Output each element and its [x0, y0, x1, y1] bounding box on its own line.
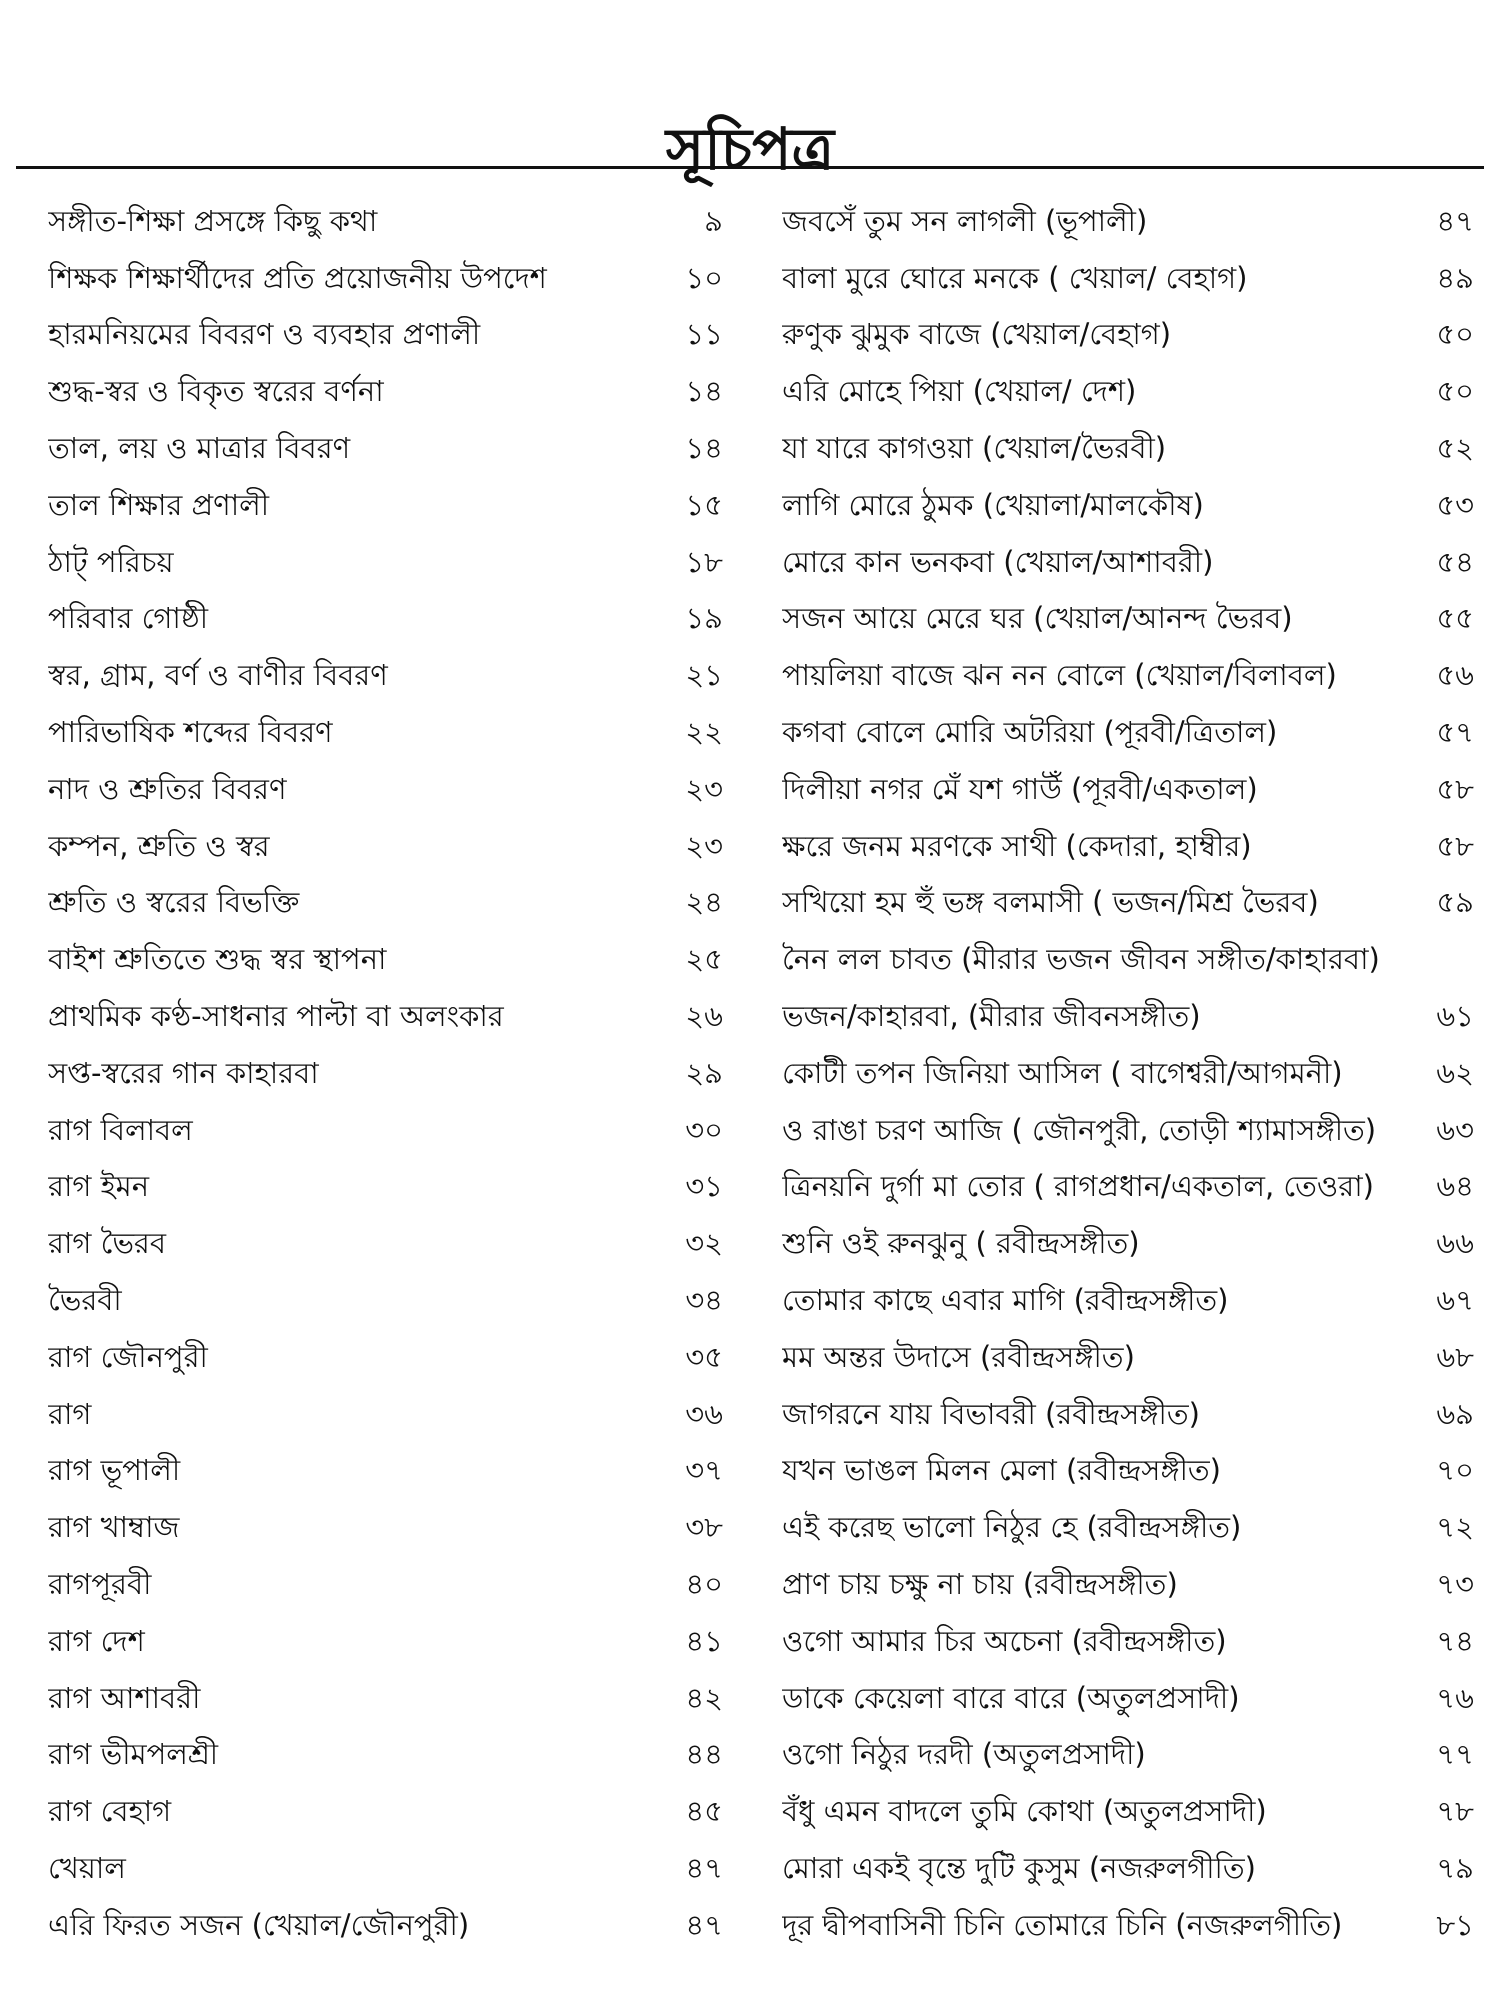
toc-entry-title: রুণুক ঝুমুক বাজে (খেয়াল/বেহাগ): [782, 317, 1172, 352]
toc-entry-title: যা যারে কাগওয়া (খেয়াল/ভৈরবী): [782, 431, 1167, 466]
toc-entry: [48, 933, 723, 990]
toc-entry: [48, 1217, 723, 1274]
toc-entry-page-number: ৩১: [685, 1169, 723, 1204]
toc-entry-title: লাগি মোরে ঠুমক (খেয়ালা/মালকৌষ): [782, 487, 1204, 522]
toc-entry-page-number: ৪৪: [685, 1737, 723, 1772]
toc-entry: [48, 1161, 723, 1218]
toc-entry-title: রাগ বিলাবল: [48, 1112, 193, 1147]
toc-entry-page-number: ৫৬: [1436, 658, 1474, 693]
toc-entry-page-number: ৬৬: [1436, 1226, 1474, 1261]
toc-entry-title: তোমার কাছে এবার মাগি (রবীন্দ্রসঙ্গীত): [782, 1283, 1229, 1318]
toc-entry: [48, 1785, 723, 1842]
toc-entry-page-number: ৬৭: [1436, 1283, 1474, 1318]
toc-entry-page-number: ২৬: [685, 999, 723, 1034]
toc-entry-title: সঙ্গীত-শিক্ষা প্রসঙ্গে কিছু কথা: [48, 203, 378, 238]
toc-entry-page-number: ৭৯: [1436, 1851, 1474, 1885]
toc-entry: [782, 763, 1474, 820]
toc-entry: [48, 1729, 723, 1786]
toc-entry: [782, 820, 1474, 877]
toc-entry: [782, 1331, 1474, 1388]
toc-entry-page-number: ৭৩: [1436, 1567, 1474, 1602]
toc-entry: [782, 877, 1474, 934]
toc-entry-title: রাগ আশাবরী: [48, 1680, 201, 1715]
toc-entry-title: প্রাণ চায় চক্ষু না চায় (রবীন্দ্রসঙ্গীত): [782, 1567, 1178, 1602]
toc-entry-title: বালা মুরে ঘোরে মনকে ( খেয়াল/ বেহাগ): [782, 260, 1248, 295]
toc-entry-title: রাগ ইমন: [48, 1169, 150, 1204]
toc-entry: [48, 1672, 723, 1729]
toc-entry-title: শুদ্ধ-স্বর ও বিকৃত স্বরের বর্ণনা: [48, 374, 384, 409]
toc-entry-page-number: ২১: [685, 658, 723, 693]
toc-entry-page-number: ৯: [704, 203, 723, 238]
toc-entry-title: মম অন্তর উদাসে (রবীন্দ্রসঙ্গীত): [782, 1339, 1135, 1374]
toc-entry-title: সপ্ত-স্বরের গান কাহারবা: [48, 1055, 319, 1090]
toc-entry-title: মোরা একই বৃন্তে দুটি কুসুম (নজরুলগীতি): [782, 1851, 1256, 1885]
toc-entry: [782, 1615, 1474, 1672]
toc-entry-title: ওগো নিঠুর দরদী (অতুলপ্রসাদী): [782, 1737, 1146, 1772]
toc-entry-page-number: ৮১: [1436, 1907, 1474, 1942]
toc-entry: [48, 877, 723, 934]
toc-entry: [782, 990, 1474, 1047]
toc-entry-page-number: ৭২: [1436, 1510, 1474, 1545]
toc-entry: [782, 1899, 1474, 1956]
toc-entry: [48, 1104, 723, 1161]
toc-entry: [48, 1501, 723, 1558]
toc-entry: [48, 706, 723, 763]
toc-entry-title: নৈন লল চাবত (মীরার ভজন জীবন সঙ্গীত/কাহারবা): [782, 942, 1380, 977]
toc-entry-title: দূর দ্বীপবাসিনী চিনি তোমারে চিনি (নজরুলগীতি): [782, 1907, 1343, 1942]
toc-entry: [782, 1388, 1474, 1445]
toc-entry-page-number: ১১: [685, 317, 723, 352]
toc-entry-page-number: ৪০: [685, 1567, 723, 1602]
toc-entry-page-number: ২৯: [685, 1055, 723, 1090]
toc-entry-title: এই করেছ ভালো নিঠুর হে (রবীন্দ্রসঙ্গীত): [782, 1510, 1242, 1545]
toc-entry-title: কম্পন, শ্রুতি ও স্বর: [48, 828, 270, 863]
toc-entry-title: সখিয়ো হম হুঁ ভঙ্গ বলমাসী ( ভজন/মিশ্র ভৈরব): [782, 885, 1319, 920]
toc-entry: [782, 422, 1474, 479]
toc-entry-title: মোরে কান ভনকবা (খেয়াল/আশাবরী): [782, 544, 1214, 579]
toc-entry: [782, 1217, 1474, 1274]
toc-entry: [48, 649, 723, 706]
toc-entry-page-number: ৪৫: [685, 1794, 723, 1829]
toc-entry: [782, 933, 1474, 990]
toc-entry-page-number: ৪৯: [1436, 260, 1474, 295]
toc-entry-title: রাগ খাম্বাজ: [48, 1510, 180, 1545]
toc-entry-title: নাদ ও শ্রুতির বিবরণ: [48, 771, 287, 806]
toc-entry-title: খেয়াল: [48, 1851, 126, 1885]
toc-entry: [782, 365, 1474, 422]
toc-entry-title: কগবা বোলে মোরি অটরিয়া (পূরবী/ত্রিতাল): [782, 715, 1278, 750]
toc-entry-page-number: ১০: [685, 260, 723, 295]
toc-entry-title: হারমনিয়মের বিবরণ ও ব্যবহার প্রণালী: [48, 317, 481, 352]
toc-left-column: [48, 195, 723, 1956]
toc-entry: [48, 252, 723, 309]
toc-entry-title: রাগ ভীমপলশ্রী: [48, 1737, 219, 1772]
toc-entry-title: বঁধু এমন বাদলে তুমি কোথা (অতুলপ্রসাদী): [782, 1794, 1267, 1829]
toc-entry-page-number: ৩৬: [685, 1396, 723, 1431]
toc-entry-page-number: ৫৮: [1436, 828, 1474, 863]
toc-entry: [48, 365, 723, 422]
toc-entry: [48, 479, 723, 536]
toc-entry: [48, 1842, 723, 1899]
toc-entry: [782, 706, 1474, 763]
toc-entry-title: রাগ: [48, 1396, 92, 1431]
toc-entry-title: রাগ ভূপালী: [48, 1453, 181, 1488]
toc-entry-page-number: ৪৭: [685, 1907, 723, 1942]
toc-entry-page-number: ১৪: [685, 374, 723, 409]
toc-entry: [782, 1104, 1474, 1161]
toc-entry-page-number: ৫৯: [1436, 885, 1474, 920]
toc-entry: [48, 990, 723, 1047]
toc-entry-page-number: ৪১: [685, 1623, 723, 1658]
toc-entry: [48, 593, 723, 650]
toc-entry-title: এরি ফিরত সজন (খেয়াল/জৌনপুরী): [48, 1907, 470, 1942]
toc-entry: [48, 1445, 723, 1502]
toc-entry: [782, 309, 1474, 366]
toc-entry: [782, 1785, 1474, 1842]
toc-entry: [782, 252, 1474, 309]
toc-entry-page-number: ৭৪: [1436, 1623, 1474, 1658]
toc-entry-page-number: ১৫: [685, 487, 723, 522]
toc-entry-page-number: ১৪: [685, 431, 723, 466]
toc-entry-title: বাইশ শ্রুতিতে শুদ্ধ স্বর স্থাপনা: [48, 942, 387, 977]
toc-entry: [782, 1842, 1474, 1899]
toc-entry: [782, 536, 1474, 593]
toc-entry-title: সজন আয়ে মেরে ঘর (খেয়াল/আনন্দ ভৈরব): [782, 601, 1293, 636]
toc-entry-title: ঠাট্ পরিচয়: [48, 544, 174, 579]
toc-entry: [782, 1558, 1474, 1615]
toc-entry-page-number: ৫৪: [1436, 544, 1474, 579]
toc-entry-page-number: ৫০: [1436, 317, 1474, 352]
toc-entry-page-number: ৩৫: [685, 1339, 723, 1374]
toc-entry: [782, 479, 1474, 536]
toc-entry-title: পরিবার গোষ্ঠী: [48, 601, 209, 636]
toc-entry-page-number: ৬১: [1436, 999, 1474, 1034]
toc-entry: [48, 1615, 723, 1672]
toc-entry-page-number: ৩০: [685, 1112, 723, 1147]
toc-entry-title: এরি মোহে পিয়া (খেয়াল/ দেশ): [782, 374, 1137, 409]
toc-entry: [48, 309, 723, 366]
toc-entry-page-number: ৬২: [1436, 1055, 1474, 1090]
toc-entry-page-number: ৫৩: [1436, 487, 1474, 522]
toc-entry-page-number: ৫৫: [1436, 601, 1474, 636]
toc-entry-page-number: ৫৮: [1436, 771, 1474, 806]
toc-entry-page-number: ৩৮: [685, 1510, 723, 1545]
toc-entry-title: রাগ ভৈরব: [48, 1226, 167, 1261]
toc-entry-title: স্বর, গ্রাম, বর্ণ ও বাণীর বিবরণ: [48, 658, 388, 693]
page-title: সূচিপত্র: [665, 114, 835, 183]
toc-entry-title: শুনি ওই রুনঝুনু ( রবীন্দ্রসঙ্গীত): [782, 1226, 1140, 1261]
toc-entry-title: পায়লিয়া বাজে ঝন নন বোলে (খেয়াল/বিলাবল): [782, 658, 1337, 693]
toc-entry-page-number: ৩৭: [685, 1453, 723, 1488]
toc-entry-title: রাগপূরবী: [48, 1567, 152, 1602]
toc-entry-page-number: ৬৪: [1436, 1169, 1474, 1204]
toc-entry-title: ও রাঙা চরণ আজি ( জৌনপুরী, তোড়ী শ্যামাসঙ্গীত): [782, 1112, 1377, 1147]
toc-entry-page-number: ৭৬: [1436, 1680, 1474, 1715]
toc-entry-title: শিক্ষক শিক্ষার্থীদের প্রতি প্রয়োজনীয় উপদেশ: [48, 260, 547, 295]
toc-entry: [48, 195, 723, 252]
toc-entry-title: রাগ দেশ: [48, 1623, 145, 1658]
toc-entry: [782, 1274, 1474, 1331]
toc-entry-title: তাল, লয় ও মাত্রার বিবরণ: [48, 431, 351, 466]
toc-entry-page-number: ২২: [685, 715, 723, 750]
toc-entry-page-number: ৬৮: [1436, 1339, 1474, 1374]
toc-entry-page-number: ৬৯: [1436, 1396, 1474, 1431]
toc-entry-title: ভজন/কাহারবা, (মীরার জীবনসঙ্গীত): [782, 999, 1201, 1034]
toc-entry: [48, 820, 723, 877]
toc-entry-title: রাগ বেহাগ: [48, 1794, 172, 1829]
toc-entry-page-number: ২৩: [685, 828, 723, 863]
toc-entry: [782, 1501, 1474, 1558]
toc-right-column: [782, 195, 1474, 1956]
toc-entry-page-number: ৪৭: [1436, 203, 1474, 238]
toc-entry-page-number: ২৫: [685, 942, 723, 977]
toc-entry-page-number: ৫২: [1436, 431, 1474, 466]
toc-entry: [782, 1047, 1474, 1104]
toc-entry-page-number: ৩৪: [685, 1283, 723, 1318]
toc-entry: [48, 763, 723, 820]
toc-entry: [782, 1672, 1474, 1729]
toc-entry-title: জাগরনে যায় বিভাবরী (রবীন্দ্রসঙ্গীত): [782, 1396, 1200, 1431]
toc-entry-page-number: ৪২: [685, 1680, 723, 1715]
toc-entry: [782, 195, 1474, 252]
toc-entry-title: পারিভাষিক শব্দের বিবরণ: [48, 715, 333, 750]
toc-entry-title: ওগো আমার চির অচেনা (রবীন্দ্রসঙ্গীত): [782, 1623, 1227, 1658]
toc-entry-page-number: ২৪: [685, 885, 723, 920]
toc-entry: [48, 1558, 723, 1615]
toc-entry: [48, 1331, 723, 1388]
toc-entry-page-number: ৫৭: [1436, 715, 1474, 750]
toc-entry-title: রাগ জৌনপুরী: [48, 1339, 208, 1374]
toc-entry: [48, 1388, 723, 1445]
toc-entry-page-number: ৬৩: [1436, 1112, 1474, 1147]
toc-entry-title: ত্রিনয়নি দুর্গা মা তোর ( রাগপ্রধান/একতাল, তেওরা): [782, 1169, 1374, 1204]
toc-entry: [782, 593, 1474, 650]
toc-entry: [48, 536, 723, 593]
toc-entry: [782, 1161, 1474, 1218]
toc-entry: [48, 1047, 723, 1104]
toc-entry-page-number: ৪৭: [685, 1851, 723, 1885]
toc-entry: [48, 422, 723, 479]
toc-entry: [782, 1729, 1474, 1786]
toc-entry-title: ক্ষরে জনম মরণকে সাথী (কেদারা, হাম্বীর): [782, 828, 1252, 863]
toc-entry-page-number: ৫০: [1436, 374, 1474, 409]
toc-entry-title: যখন ভাঙল মিলন মেলা (রবীন্দ্রসঙ্গীত): [782, 1453, 1221, 1488]
toc-entry: [782, 649, 1474, 706]
toc-entry-title: কোটী তপন জিনিয়া আসিল ( বাগেশ্বরী/আগমনী): [782, 1055, 1343, 1090]
toc-entry-title: জবসেঁ তুম সন লাগলী (ভূপালী): [782, 203, 1148, 238]
toc-entry-page-number: ৭৭: [1436, 1737, 1474, 1772]
toc-entry-title: তাল শিক্ষার প্রণালী: [48, 487, 270, 522]
toc-entry-page-number: ২৩: [685, 771, 723, 806]
toc-entry-title: ভৈরবী: [48, 1283, 122, 1318]
toc-entry-page-number: ১৯: [685, 601, 723, 636]
toc-entry: [48, 1899, 723, 1956]
toc-entry: [782, 1445, 1474, 1502]
toc-entry-title: ডাকে কেয়েলা বারে বারে (অতুলপ্রসাদী): [782, 1680, 1240, 1715]
toc-entry-page-number: ১৮: [685, 544, 723, 579]
toc-entry-title: দিলীয়া নগর মেঁ যশ গাউঁ (পূরবী/একতাল): [782, 771, 1258, 806]
toc-entry-title: প্রাথমিক কণ্ঠ-সাধনার পাল্টা বা অলংকার: [48, 999, 504, 1034]
toc-entry-page-number: ৩২: [685, 1226, 723, 1261]
toc-entry-page-number: ৭০: [1436, 1453, 1474, 1488]
title-divider: [16, 166, 1484, 169]
toc-entry-page-number: ৭৮: [1436, 1794, 1474, 1829]
toc-entry-title: শ্রুতি ও স্বরের বিভক্তি: [48, 885, 300, 920]
toc-entry: [48, 1274, 723, 1331]
